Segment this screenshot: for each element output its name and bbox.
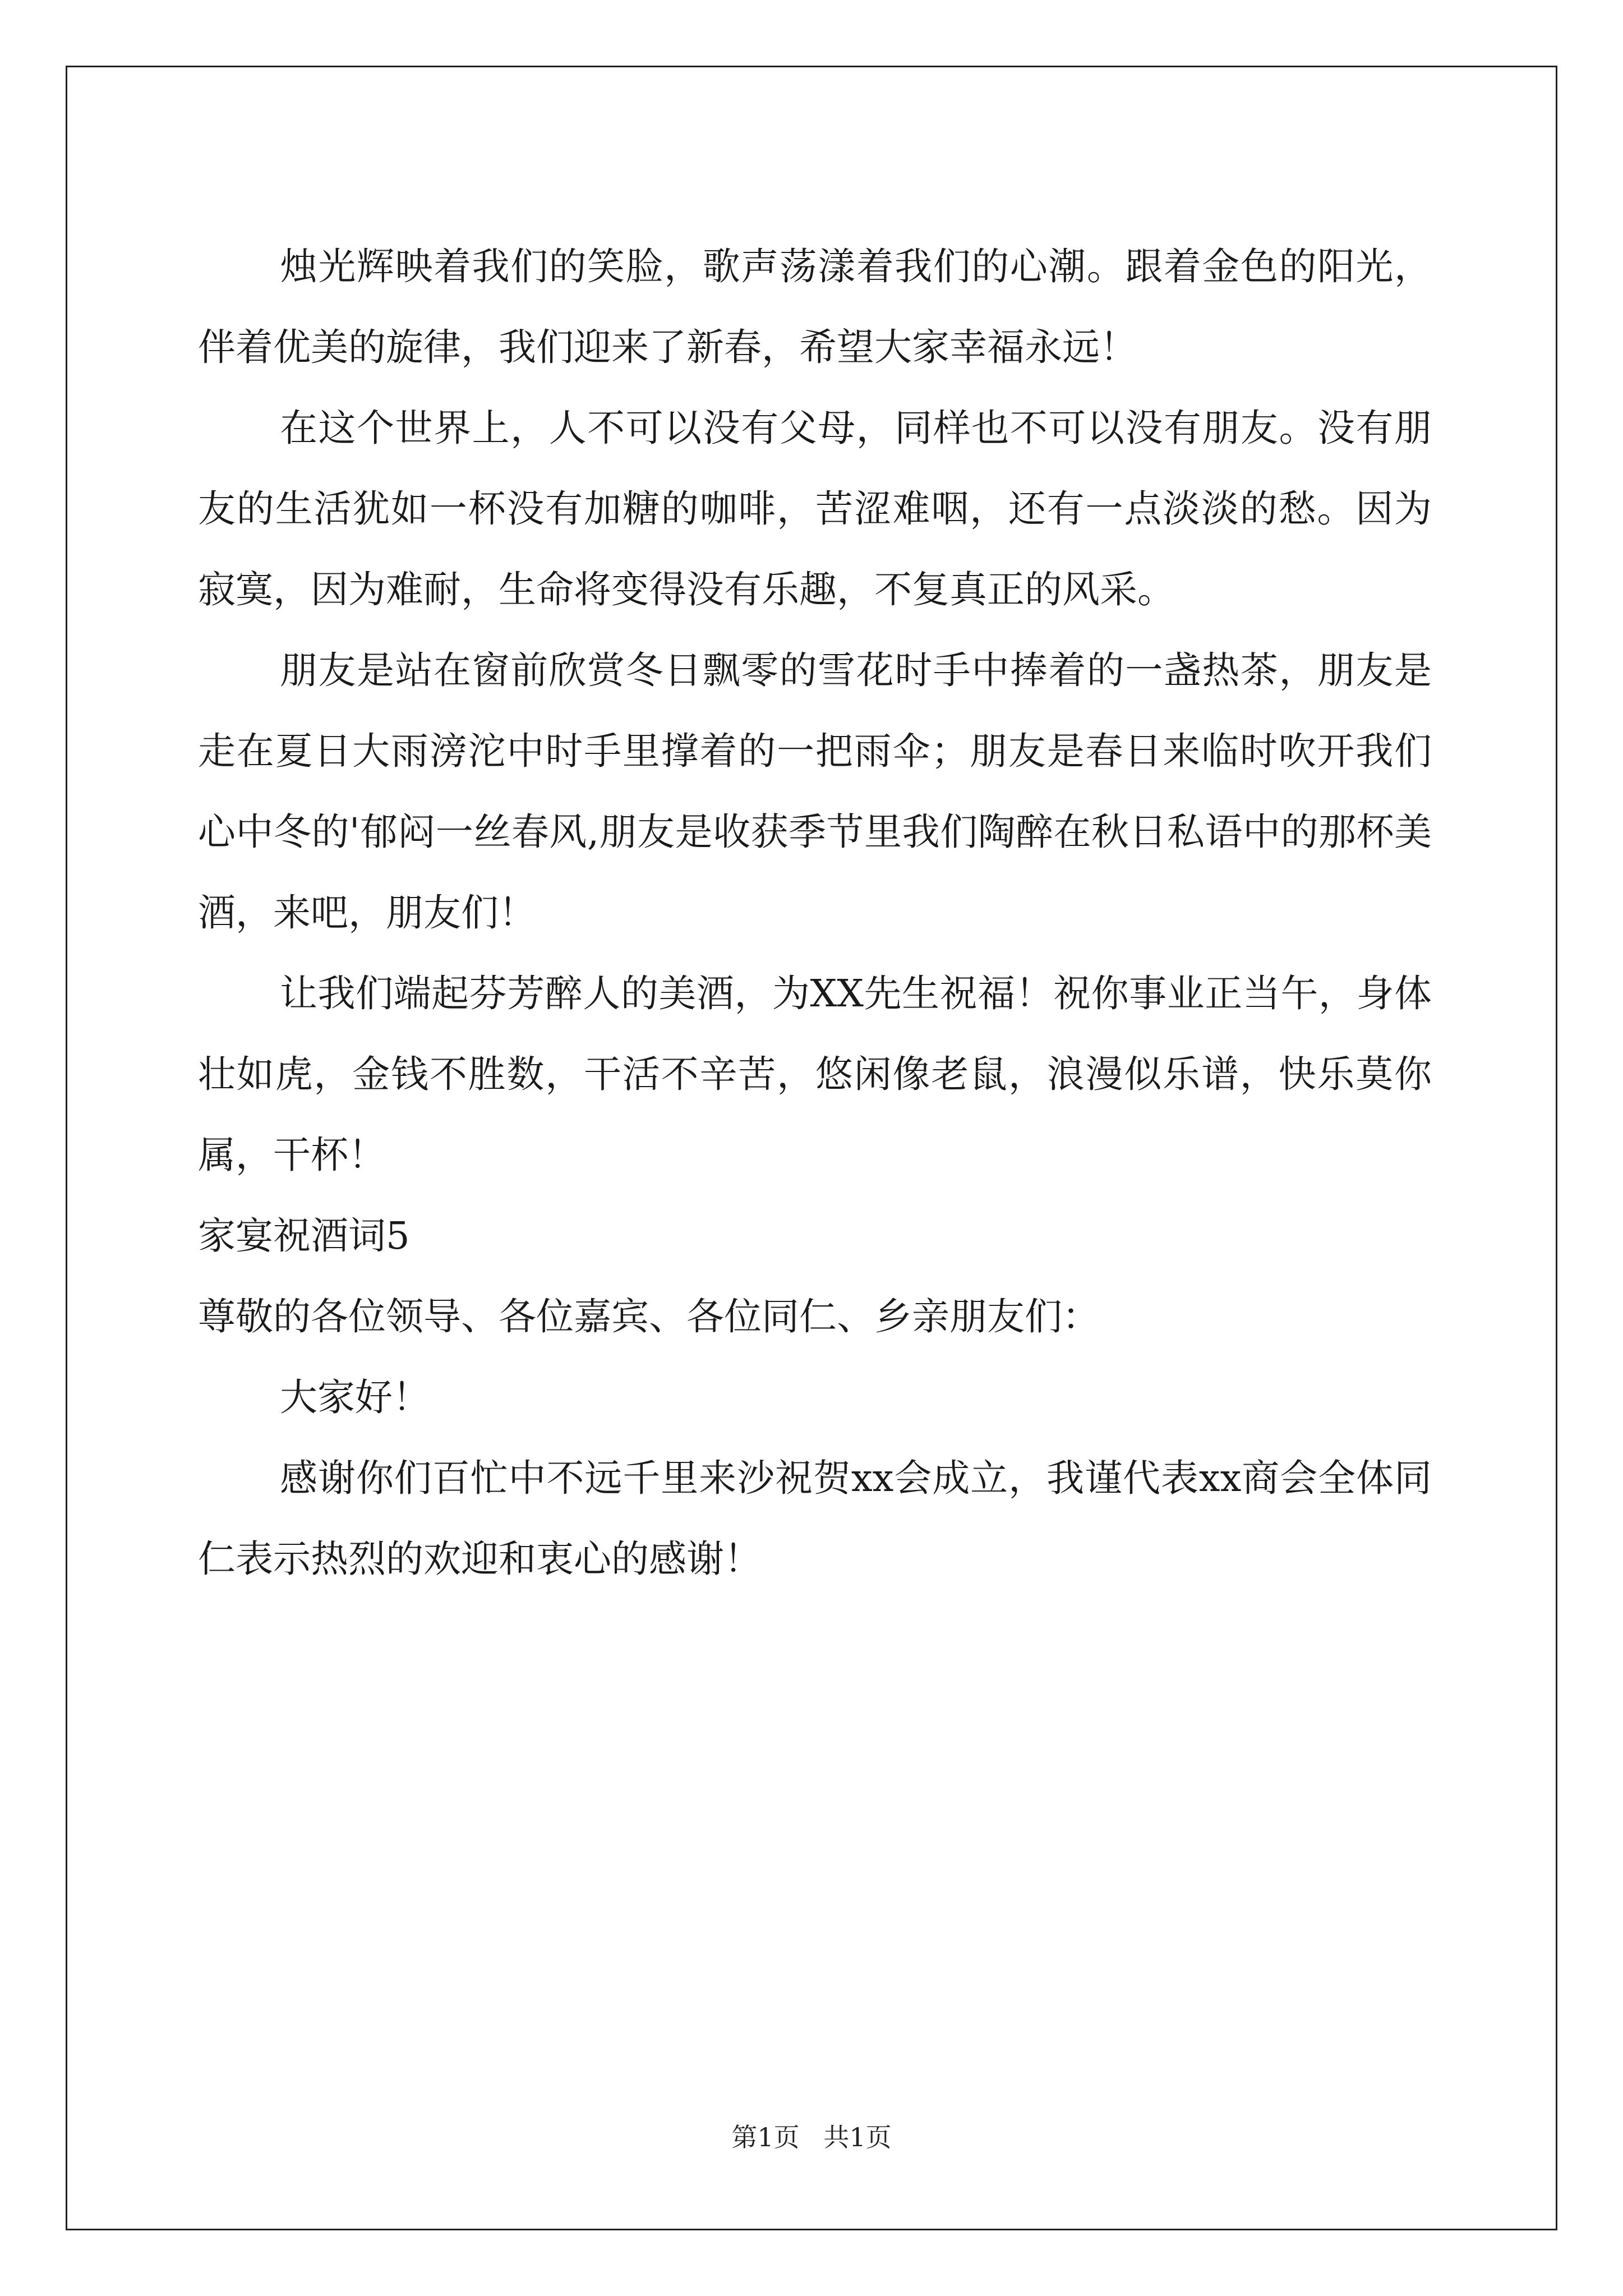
paragraph-toast: 让我们端起芬芳醉人的美酒，为XX先生祝福！祝你事业正当午，身体壮如虎，金钱不胜数，干活不辛苦，悠闲像老鼠，浪漫似乐谱，快乐莫你属，干杯！	[198, 972, 1432, 1177]
paragraph-friends-importance: 在这个世界上，人不可以没有父母，同样也不可以没有朋友。没有朋友的生活犹如一杯没有加糖的咖啡，苦涩难咽，还有一点淡淡的愁。因为寂寞，因为难耐，生命将变得没有乐趣，不复真正的风采。	[198, 406, 1432, 611]
salutation: 尊敬的各位领导、各位嘉宾、各位同仁、乡亲朋友们：	[198, 1295, 1100, 1338]
page-footer	[0, 2120, 1623, 2154]
page-total: 共1页	[823, 2122, 892, 2152]
paragraph-friend-metaphors: 朋友是站在窗前欣赏冬日飘零的雪花时手中捧着的一盏热茶，朋友是走在夏日大雨滂沱中时手里撑着的一把雨伞；朋友是春日来临时吹开我们心中冬的'郁闷一丝春风,朋友是收获季节里我们陶醉在秋日私语中的那杯美酒，来吧，朋友们！	[198, 648, 1432, 935]
paragraph-candlelight: 烛光辉映着我们的笑脸，歌声荡漾着我们的心潮。跟着金色的阳光，伴着优美的旋律，我们迎来了新春，希望大家幸福永远！	[198, 245, 1432, 369]
document-body	[198, 226, 1432, 1599]
paragraph-thanks: 感谢你们百忙中不远千里来沙祝贺xx会成立，我谨代表xx商会全体同仁表示热烈的欢迎和衷心的感谢！	[198, 1456, 1432, 1581]
section-heading: 家宴祝酒词5	[198, 1214, 410, 1258]
greeting: 大家好！	[280, 1375, 430, 1419]
page-number: 第1页	[731, 2122, 800, 2152]
